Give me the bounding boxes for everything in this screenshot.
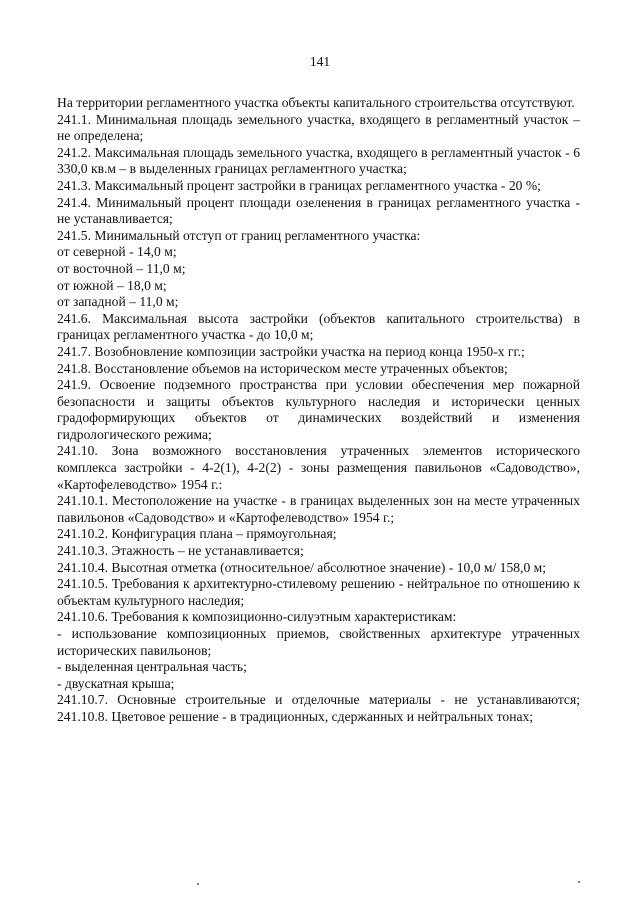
scan-speck — [578, 881, 580, 883]
setback-west: от западной – 11,0 м; — [57, 294, 179, 310]
scan-speck — [197, 883, 199, 885]
paragraph-241-2: 241.2. Максимальная площадь земельного участка, входящего в регламентный участок - 6 330,0 кв.м – в выделенных границах регламентного участка; — [57, 144, 580, 177]
paragraph-241-10-6: 241.10.6. Требования к композиционно-силуэтным характеристикам: — [57, 609, 457, 625]
paragraph-241-10-5: 241.10.5. Требования к архитектурно-стилевому решению - нейтральное по отношению к объектам культурного наследия; — [57, 576, 580, 608]
list-item-composition: - использование композиционных приемов, свойственных архитектуре утраченных исторических павильонов; — [57, 626, 580, 658]
setback-east: от восточной – 11,0 м; — [57, 260, 186, 276]
paragraph-241-3: 241.3. Максимальный процент застройки в границах регламентного участка - 20 %; — [57, 177, 541, 193]
paragraph-241-6: 241.6. Максимальная высота застройки (объектов капитального строительства) в границах регламентного участка - до 10,0 м; — [57, 310, 580, 343]
paragraph-241-10-3: 241.10.3. Этажность – не устанавливается; — [57, 543, 304, 559]
list-item-central-part: - выделенная центральная часть; — [57, 659, 247, 675]
list-item-gable-roof: - двускатная крыша; — [57, 675, 175, 691]
paragraph-241-10-1: 241.10.1. Местоположение на участке - в границах выделенных зон на месте утраченных павильонов «Садоводство» и «Картофелеводство» 1954 г.; — [57, 493, 580, 525]
setback-south: от южной – 18,0 м; — [57, 277, 167, 293]
page-number: 141 — [309, 54, 331, 69]
paragraph-241-5: 241.5. Минимальный отступ от границ регламентного участка: — [57, 227, 421, 243]
paragraph-241-10-2: 241.10.2. Конфигурация плана – прямоугольная; — [57, 526, 337, 542]
paragraph-241-10: 241.10. Зона возможного восстановления утраченных элементов исторического комплекса застройки - 4-2(1), 4-2(2) - зоны размещения павильонов «Садоводство», «Картофелеводство» 1954 г.: — [57, 443, 580, 492]
paragraph-241-10-4: 241.10.4. Высотная отметка (относительное/ абсолютное значение) - 10,0 м/ 158,0 м; — [57, 559, 547, 575]
paragraph-241-10-8: 241.10.8. Цветовое решение - в традиционных, сдержанных и нейтральных тонах; — [57, 708, 534, 724]
paragraph-241-8: 241.8. Восстановление объемов на историческом месте утраченных объектов; — [57, 360, 508, 376]
setback-north: от северной - 14,0 м; — [57, 244, 177, 260]
paragraph-241-7: 241.7. Возобновление композиции застройки участка на период конца 1950-х гг.; — [57, 343, 525, 359]
paragraph-241-10-7: 241.10.7. Основные строительные и отделочные материалы - не устанавливаются; — [57, 692, 580, 708]
paragraph-intro: На территории регламентного участка объекты капитального строительства отсутствуют. — [57, 95, 575, 110]
paragraph-241-9: 241.9. Освоение подземного пространства при условии обеспечения мер пожарной безопасности и защиты объектов культурного наследия и исторически ценных градоформирующих объектов от динамических воздействий и изменения гидрологического режима; — [57, 377, 580, 442]
paragraph-241-1: 241.1. Минимальная площадь земельного участка, входящего в регламентный участок – не определена; — [57, 111, 580, 144]
paragraph-241-4: 241.4. Минимальный процент площади озеленения в границах регламентного участка - не устанавливается; — [57, 194, 580, 227]
document-body — [57, 95, 580, 726]
